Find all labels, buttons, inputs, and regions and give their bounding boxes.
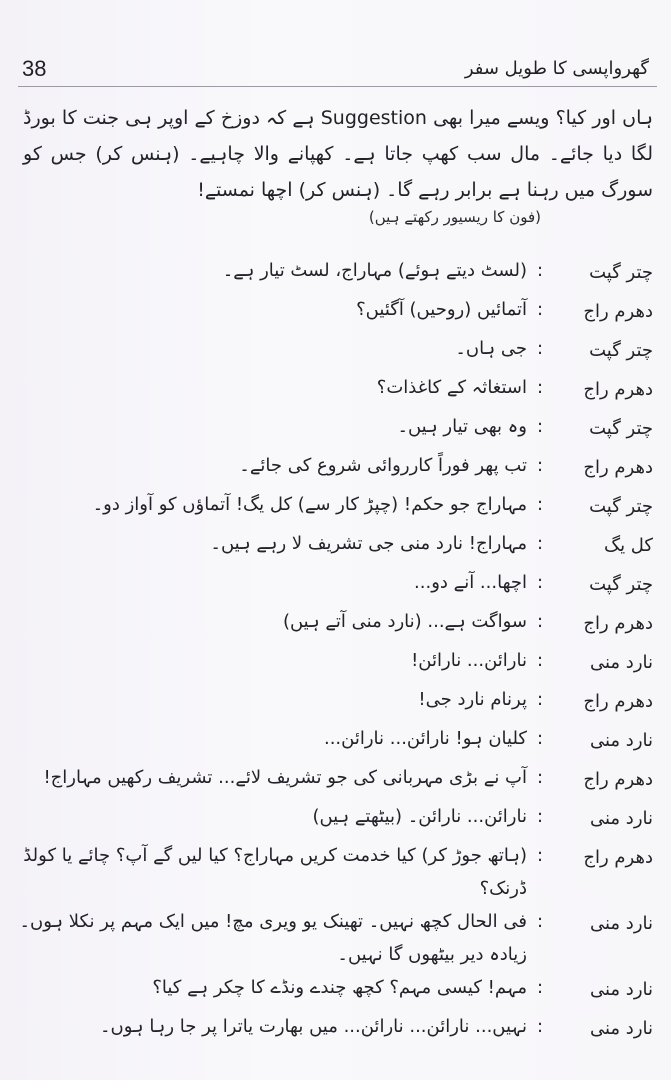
speaker-name: چتر گپت	[589, 262, 653, 283]
page-number: 38	[22, 56, 47, 81]
speaker-colon: :	[536, 845, 544, 866]
speaker-colon: :	[536, 377, 544, 398]
intro-text: ہاں اور کیا؟ ویسے میرا بھی Suggestion ہے کہ دوزخ کے اوپر ہی جنت کا بورڈ لگا دیا جائے۔ مال سب کھپ جاتا ہے۔ کھپانے والا چاہیے۔ (ہنس کر) جس کو سورگ میں رہنا ہے برابر رہے گا۔ (ہنس کر) اچھا نمستے!	[23, 107, 653, 201]
speaker-name: دھرم راج	[583, 769, 653, 790]
speaker-colon: :	[536, 494, 544, 515]
speech-text: (ہاتھ جوڑ کر) کیا خدمت کریں مہاراج؟ کیا لیں گے آپ؟ چائے یا کولڈ ڈرنک؟	[23, 845, 527, 899]
speaker-name: دھرم راج	[583, 457, 653, 478]
speech-text: استغاثہ کے کاغذات؟	[376, 377, 527, 398]
dialogue-line	[13, 722, 653, 761]
speaker-colon: :	[536, 533, 544, 554]
dialogue-line	[13, 293, 653, 332]
speaker-colon: :	[536, 806, 544, 827]
intro-paragraph	[23, 100, 653, 208]
dialogue-line	[13, 971, 653, 1010]
speech-text: نہیں... نارائن... نارائن... میں بھارت یاترا پر جا رہا ہوں۔	[99, 1016, 527, 1037]
dialogue-line	[13, 332, 653, 371]
speech-text: (لسٹ دیتے ہوئے) مہاراج، لسٹ تیار ہے۔	[222, 260, 527, 281]
speaker-colon: :	[536, 1016, 544, 1037]
speaker-colon: :	[536, 977, 544, 998]
speech-text: پرنام نارد جی!	[418, 689, 527, 710]
speaker-name: دھرم راج	[583, 613, 653, 634]
dialogue-line	[13, 644, 653, 683]
dialogue-line	[13, 1010, 653, 1049]
speech-text: تب پھر فوراً کارروائی شروع کی جائے۔	[239, 455, 527, 476]
speaker-colon: :	[536, 728, 544, 749]
speech-text: جی ہاں۔	[455, 338, 527, 359]
speaker-colon: :	[536, 299, 544, 320]
speech-text: کلیان ہو! نارائن... نارائن...	[323, 728, 527, 749]
speaker-colon: :	[536, 911, 544, 932]
dialogue-list	[13, 254, 653, 1049]
speaker-colon: :	[536, 650, 544, 671]
speech-text: سواگت ہے... (نارد منی آتے ہیں)	[282, 611, 527, 632]
speech-text: مہم! کیسی مہم؟ کچھ چندے ونڈے کا چکر ہے کیا؟	[152, 977, 527, 998]
speech-text: آتمائیں (روحیں) آگئیں؟	[356, 299, 527, 320]
speaker-colon: :	[536, 455, 544, 476]
header-rule	[18, 86, 657, 87]
dialogue-line	[13, 449, 653, 488]
dialogue-line	[13, 254, 653, 293]
speech-text: نارائن... نارائن۔ (بیٹھتے ہیں)	[312, 806, 527, 827]
speaker-name: دھرم راج	[583, 301, 653, 322]
speaker-name: چتر گپت	[589, 340, 653, 361]
dialogue-line	[13, 683, 653, 722]
running-title: گھرواپسی کا طویل سفر	[464, 58, 649, 79]
dialogue-line	[13, 839, 653, 905]
speaker-name: نارد منی	[590, 1018, 653, 1039]
speaker-name: دھرم راج	[583, 691, 653, 712]
speech-text: فی الحال کچھ نہیں۔ تھینک یو ویری مچ! میں ایک مہم پر نکلا ہوں۔ زیادہ دیر بیٹھوں گا نہیں۔	[19, 911, 527, 965]
speaker-colon: :	[536, 611, 544, 632]
speaker-name: دھرم راج	[583, 379, 653, 400]
dialogue-line	[13, 488, 653, 527]
dialogue-line	[13, 905, 653, 971]
speaker-name: نارد منی	[590, 913, 653, 934]
speech-text: اچھا... آنے دو...	[414, 572, 527, 593]
speech-text: وہ بھی تیار ہیں۔	[397, 416, 527, 437]
dialogue-line	[13, 566, 653, 605]
stage-direction: (فون کا ریسیور رکھتے ہیں)	[368, 208, 541, 226]
speaker-colon: :	[536, 260, 544, 281]
speech-text: مہاراج جو حکم! (چپڑ کار سے) کل یگ! آتماؤں کو آواز دو۔	[92, 494, 527, 515]
speech-text: مہاراج! نارد منی جی تشریف لا رہے ہیں۔	[210, 533, 527, 554]
speaker-name: چتر گپت	[589, 574, 653, 595]
speaker-name: نارد منی	[590, 652, 653, 673]
dialogue-line	[13, 527, 653, 566]
speaker-name: دھرم راج	[583, 847, 653, 868]
speech-text: نارائن... نارائن!	[411, 650, 527, 671]
speaker-name: چتر گپت	[589, 418, 653, 439]
speaker-colon: :	[536, 338, 544, 359]
speaker-name: کل یگ	[603, 535, 653, 556]
speaker-name: چتر گپت	[589, 496, 653, 517]
speaker-name: نارد منی	[590, 979, 653, 1000]
dialogue-line	[13, 371, 653, 410]
speech-text: آپ نے بڑی مہربانی کی جو تشریف لائے... تشریف رکھیں مہاراج!	[43, 767, 527, 788]
dialogue-line	[13, 800, 653, 839]
speaker-name: نارد منی	[590, 730, 653, 751]
speaker-colon: :	[536, 416, 544, 437]
dialogue-line	[13, 605, 653, 644]
speaker-name: نارد منی	[590, 808, 653, 829]
dialogue-line	[13, 761, 653, 800]
speaker-colon: :	[536, 689, 544, 710]
speaker-colon: :	[536, 572, 544, 593]
dialogue-line	[13, 410, 653, 449]
speaker-colon: :	[536, 767, 544, 788]
